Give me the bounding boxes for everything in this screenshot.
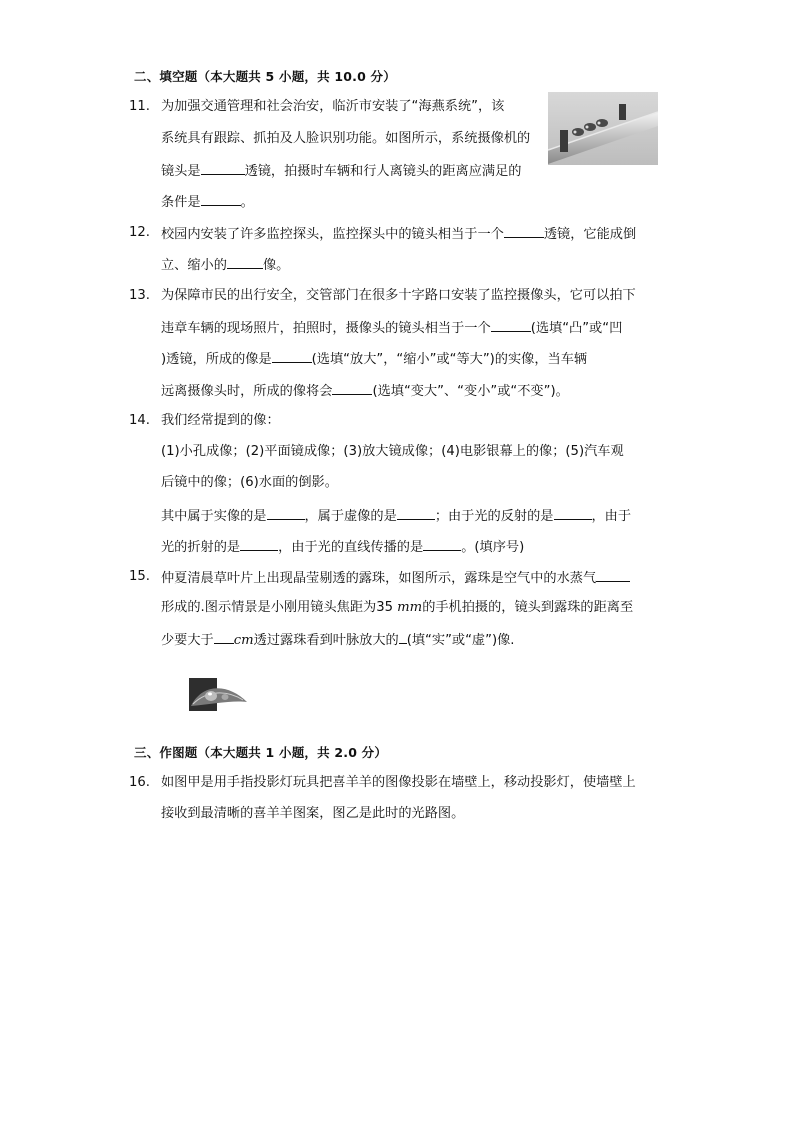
question-14-line-3: 后镜中的像；(6)水面的倒影。 (161, 475, 338, 490)
section-title-fill-blank: 二、填空题（本大题共 5 小题，共 10.0 分） (134, 69, 396, 84)
surveillance-camera-photo (548, 92, 658, 165)
question-16-line-2: 接收到最清晰的喜羊羊图案，图乙是此时的光路图。 (161, 806, 465, 821)
answer-blank[interactable] (214, 631, 234, 644)
answer-blank[interactable] (491, 319, 531, 332)
question-12-line-1: 校园内安装了许多监控探头，监控探头中的镜头相当于一个 透镜，它能成倒 (161, 227, 637, 242)
question-16-line-1: 如图甲是用手指投影灯玩具把喜羊羊的图像投影在墙壁上，移动投影灯，使墙壁上 (161, 775, 636, 790)
answer-blank[interactable] (504, 225, 544, 238)
question-15-line-2: 形成的.图示情景是小刚用镜头焦距为35 mm的手机拍摄的，镜头到露珠的距离至 (161, 600, 634, 615)
answer-blank[interactable] (397, 507, 435, 520)
question-11-line-2: 系统具有跟踪、抓拍及人脸识别功能。如图所示，系统摄像机的 (161, 131, 531, 146)
question-11-line-4: 条件是 。 (161, 195, 254, 210)
question-number-12: 12. (129, 225, 150, 240)
question-13-line-3: )透镜，所成的像是 (选填“放大”，“缩小”或“等大”)的实像，当车辆 (161, 352, 588, 367)
question-14-line-2: (1)小孔成像；(2)平面镜成像；(3)放大镜成像；(4)电影银幕上的像；(5)汽车观 (161, 444, 624, 459)
question-number-14: 14. (129, 413, 150, 428)
question-14-line-1: 我们经常提到的像： (161, 413, 280, 428)
answer-blank[interactable] (423, 538, 461, 551)
question-13-line-4: 远离摄像头时，所成的像将会 (选填“变大”、“变小”或“不变”)。 (161, 384, 569, 399)
answer-blank[interactable] (399, 631, 407, 644)
dewdrop-leaf-photo (189, 678, 249, 711)
question-11-line-1: 为加强交通管理和社会治安，临沂市安装了“海燕系统”，该 (161, 99, 505, 114)
answer-blank[interactable] (272, 350, 312, 363)
answer-blank[interactable] (267, 507, 305, 520)
question-13-line-1: 为保障市民的出行安全，交管部门在很多十字路口安装了监控摄像头，它可以拍下 (161, 288, 636, 303)
answer-blank[interactable] (240, 538, 278, 551)
question-14-line-4: 其中属于实像的是 ，属于虚像的是 ；由于光的反射的是 ，由于 (161, 509, 632, 524)
answer-blank[interactable] (227, 256, 263, 269)
answer-blank[interactable] (201, 162, 245, 175)
question-number-11: 11. (129, 99, 150, 114)
question-14-line-5: 光的折射的是 ，由于光的直线传播的是 。(填序号) (161, 540, 525, 555)
question-number-13: 13. (129, 288, 150, 303)
question-number-16: 16. (129, 775, 150, 790)
question-11-line-3: 镜头是 透镜，拍摄时车辆和行人离镜头的距离应满足的 (161, 164, 522, 179)
question-13-line-2: 违章车辆的现场照片，拍照时，摄像头的镜头相当于一个 (选填“凸”或“凹 (161, 321, 623, 336)
question-15-line-3: 少要大于 cm透过露珠看到叶脉放大的 (填“实”或“虚”)像. (161, 633, 515, 648)
answer-blank[interactable] (332, 382, 372, 395)
answer-blank[interactable] (201, 193, 241, 206)
answer-blank[interactable] (596, 569, 630, 582)
question-15-line-1: 仲夏清晨草叶片上出现晶莹剔透的露珠，如图所示，露珠是空气中的水蒸气 (161, 569, 630, 587)
answer-blank[interactable] (554, 507, 592, 520)
question-12-line-2: 立、缩小的 像。 (161, 258, 290, 273)
question-number-15: 15. (129, 569, 150, 584)
section-title-drawing: 三、作图题（本大题共 1 小题，共 2.0 分） (134, 745, 388, 760)
